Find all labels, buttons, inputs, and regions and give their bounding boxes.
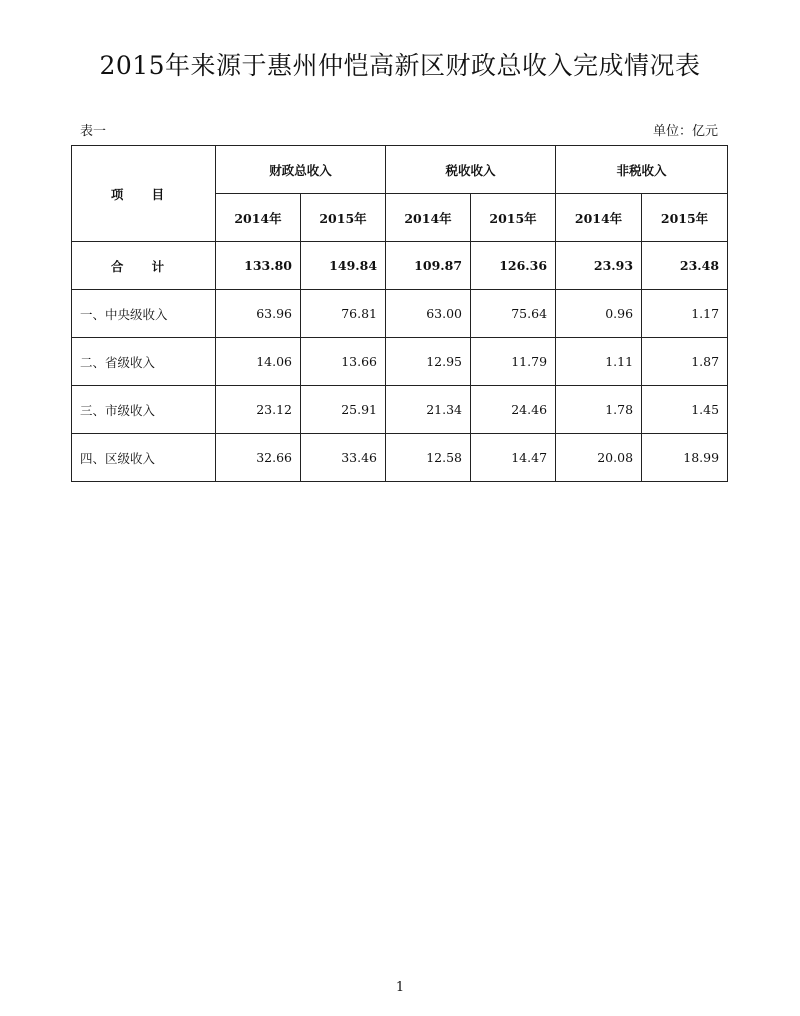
year-header: 2015年	[642, 194, 728, 242]
table-label: 表一	[80, 124, 107, 139]
table-cell: 63.96	[216, 290, 301, 338]
table-cell: 23.93	[556, 242, 642, 290]
table-cell: 13.66	[301, 338, 386, 386]
table-cell: 0.96	[556, 290, 642, 338]
table-cell: 1.17	[642, 290, 728, 338]
table-cell: 33.46	[301, 434, 386, 482]
year-header: 2014年	[556, 194, 642, 242]
table-cell: 11.79	[471, 338, 556, 386]
header-row-groups	[72, 146, 728, 194]
row-label: 四、区级收入	[72, 434, 216, 482]
table-cell: 1.11	[556, 338, 642, 386]
table-cell: 149.84	[301, 242, 386, 290]
table-row	[72, 434, 728, 482]
table-cell: 126.36	[471, 242, 556, 290]
page-title: 2015年来源于惠州仲恺高新区财政总收入完成情况表	[99, 51, 701, 80]
revenue-table	[71, 145, 728, 482]
table-cell: 24.46	[471, 386, 556, 434]
table-cell: 12.58	[386, 434, 471, 482]
year-header: 2014年	[386, 194, 471, 242]
table-cell: 20.08	[556, 434, 642, 482]
table-cell: 12.95	[386, 338, 471, 386]
table-cell: 18.99	[642, 434, 728, 482]
row-label: 一、中央级收入	[72, 290, 216, 338]
table-cell: 75.64	[471, 290, 556, 338]
table-cell: 25.91	[301, 386, 386, 434]
table-cell: 23.48	[642, 242, 728, 290]
row-label: 合 计	[72, 242, 216, 290]
group-header-nontax-revenue: 非税收入	[556, 146, 728, 194]
table-cell: 63.00	[386, 290, 471, 338]
group-header-total-revenue: 财政总收入	[216, 146, 386, 194]
table-cell: 14.47	[471, 434, 556, 482]
item-column-header: 项 目	[72, 146, 216, 242]
page-number: 1	[395, 980, 405, 995]
table-cell: 109.87	[386, 242, 471, 290]
table-cell: 23.12	[216, 386, 301, 434]
row-label: 三、市级收入	[72, 386, 216, 434]
year-header: 2015年	[471, 194, 556, 242]
total-row	[72, 242, 728, 290]
table-cell: 32.66	[216, 434, 301, 482]
table-cell: 76.81	[301, 290, 386, 338]
table-cell: 1.87	[642, 338, 728, 386]
group-header-tax-revenue: 税收收入	[386, 146, 556, 194]
table-cell: 1.45	[642, 386, 728, 434]
year-header: 2015年	[301, 194, 386, 242]
table-cell: 21.34	[386, 386, 471, 434]
unit-label: 单位：亿元	[652, 124, 718, 139]
table-cell: 14.06	[216, 338, 301, 386]
table-row	[72, 338, 728, 386]
table-row	[72, 386, 728, 434]
table-cell: 133.80	[216, 242, 301, 290]
table-row	[72, 290, 728, 338]
table-cell: 1.78	[556, 386, 642, 434]
row-label: 二、省级收入	[72, 338, 216, 386]
year-header: 2014年	[216, 194, 301, 242]
